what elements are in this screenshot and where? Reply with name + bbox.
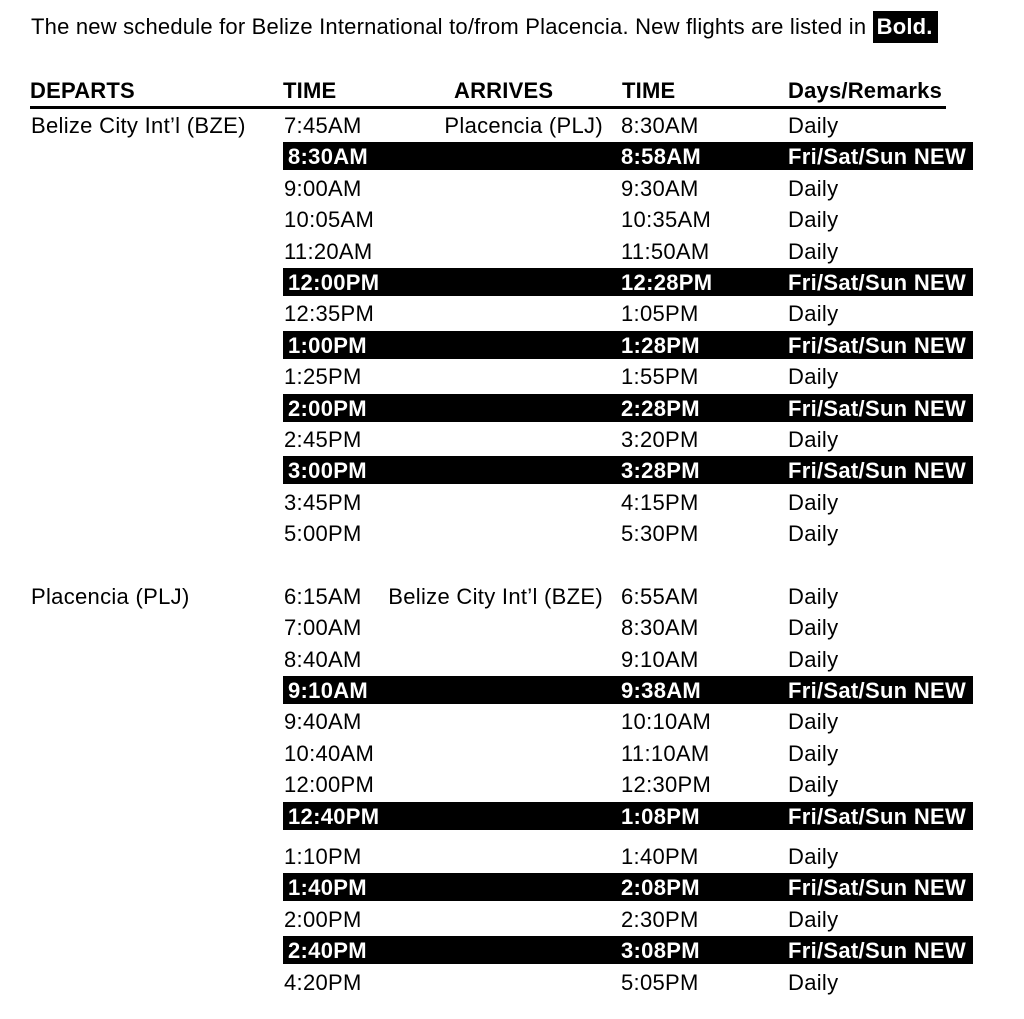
cell-depart-time: 5:00PM xyxy=(284,521,362,547)
cell-days-remarks: Daily xyxy=(788,113,839,138)
table-row xyxy=(0,173,1024,204)
cell-arrives-airport: Placencia (PLJ) xyxy=(444,113,603,138)
cell-days-remarks: Daily xyxy=(788,207,839,233)
table-row xyxy=(0,612,1024,643)
table-row xyxy=(0,110,1024,141)
cell-days-remarks: Daily xyxy=(788,615,839,641)
cell-arrive-time: 10:35AM xyxy=(621,207,712,233)
cell-days-remarks: Fri/Sat/Sun NEW xyxy=(788,332,967,358)
cell-days-remarks: Daily xyxy=(788,583,839,609)
cell-depart-time: 1:10PM xyxy=(284,843,362,869)
schedule-rows xyxy=(0,110,1024,998)
table-row xyxy=(0,841,1024,872)
cell-days-remarks: Daily xyxy=(788,238,839,264)
cell-arrive-time: 8:30AM xyxy=(621,113,699,138)
cell-depart-time: 10:05AM xyxy=(284,207,375,233)
cell-arrive-time: 12:28PM xyxy=(621,269,713,295)
cell-depart-time: 2:40PM xyxy=(288,938,367,964)
table-row xyxy=(0,967,1024,998)
cell-departs-airport: Placencia (PLJ) xyxy=(31,583,190,609)
cell-depart-time: 7:00AM xyxy=(284,615,362,641)
cell-depart-time: 2:45PM xyxy=(284,426,362,452)
cell-arrive-time: 8:58AM xyxy=(621,144,702,170)
table-row xyxy=(0,330,1024,361)
table-row xyxy=(0,393,1024,424)
cell-days-remarks: Daily xyxy=(788,906,839,932)
cell-depart-time: 4:20PM xyxy=(284,969,362,995)
table-row xyxy=(0,518,1024,549)
cell-arrive-time: 9:10AM xyxy=(621,646,699,672)
cell-days-remarks: Daily xyxy=(788,969,839,995)
table-header-row xyxy=(30,79,946,109)
cell-arrive-time: 10:10AM xyxy=(621,709,712,735)
cell-arrive-time: 11:50AM xyxy=(621,238,710,264)
cell-depart-time: 9:40AM xyxy=(284,709,362,735)
table-row xyxy=(0,706,1024,737)
cell-days-remarks: Fri/Sat/Sun NEW xyxy=(788,678,967,704)
table-row xyxy=(0,801,1024,832)
table-row xyxy=(0,424,1024,455)
cell-days-remarks: Daily xyxy=(788,740,839,766)
cell-depart-time: 6:15AM xyxy=(284,583,362,609)
cell-arrive-time: 12:30PM xyxy=(621,772,712,798)
cell-arrive-time: 6:55AM xyxy=(621,583,699,609)
cell-days-remarks: Daily xyxy=(788,175,839,201)
cell-depart-time: 1:00PM xyxy=(288,332,367,358)
table-row xyxy=(0,141,1024,172)
schedule-section xyxy=(0,110,1024,549)
cell-days-remarks: Fri/Sat/Sun NEW xyxy=(788,875,967,901)
cell-days-remarks: Fri/Sat/Sun NEW xyxy=(788,938,967,964)
cell-arrive-time: 1:28PM xyxy=(621,332,700,358)
cell-arrive-time: 4:15PM xyxy=(621,489,699,515)
cell-arrive-time: 9:38AM xyxy=(621,678,702,704)
cell-arrive-time: 2:08PM xyxy=(621,875,700,901)
cell-arrive-time: 3:20PM xyxy=(621,426,699,452)
table-row xyxy=(0,904,1024,935)
cell-days-remarks: Daily xyxy=(788,843,839,869)
cell-arrive-time: 2:30PM xyxy=(621,906,699,932)
table-row xyxy=(0,267,1024,298)
cell-arrives-airport: Belize City Int’l (BZE) xyxy=(388,583,603,609)
cell-days-remarks: Daily xyxy=(788,646,839,672)
cell-depart-time: 1:25PM xyxy=(284,364,362,390)
table-row xyxy=(0,738,1024,769)
cell-arrive-time: 3:28PM xyxy=(621,458,700,484)
cell-depart-time: 11:20AM xyxy=(284,238,373,264)
cell-depart-time: 2:00PM xyxy=(284,906,362,932)
table-row xyxy=(0,455,1024,486)
page-title xyxy=(31,14,938,40)
cell-arrive-time: 1:40PM xyxy=(621,843,699,869)
cell-days-remarks: Daily xyxy=(788,489,839,515)
cell-depart-time: 7:45AM xyxy=(284,113,362,138)
table-row xyxy=(0,581,1024,612)
table-row xyxy=(0,644,1024,675)
cell-arrive-time: 11:10AM xyxy=(621,740,710,766)
cell-days-remarks: Fri/Sat/Sun NEW xyxy=(788,269,967,295)
cell-depart-time: 9:00AM xyxy=(284,175,362,201)
header-departs: DEPARTS xyxy=(30,78,135,103)
cell-arrive-time: 1:55PM xyxy=(621,364,699,390)
cell-depart-time: 10:40AM xyxy=(284,740,375,766)
table-row xyxy=(0,487,1024,518)
cell-days-remarks: Fri/Sat/Sun NEW xyxy=(788,458,967,484)
table-row xyxy=(0,872,1024,903)
cell-arrive-time: 5:30PM xyxy=(621,521,699,547)
cell-days-remarks: Daily xyxy=(788,426,839,452)
header-days-remarks: Days/Remarks xyxy=(788,78,943,103)
cell-days-remarks: Daily xyxy=(788,301,839,327)
cell-arrive-time: 5:05PM xyxy=(621,969,699,995)
table-row xyxy=(0,935,1024,966)
cell-depart-time: 9:10AM xyxy=(288,678,369,704)
cell-arrive-time: 2:28PM xyxy=(621,395,700,421)
cell-depart-time: 12:35PM xyxy=(284,301,375,327)
header-arrive-time: TIME xyxy=(622,78,676,103)
title-highlight-bold: Bold. xyxy=(873,11,938,43)
table-row xyxy=(0,298,1024,329)
cell-depart-time: 12:00PM xyxy=(284,772,375,798)
cell-days-remarks: Fri/Sat/Sun NEW xyxy=(788,395,967,421)
cell-arrive-time: 1:05PM xyxy=(621,301,699,327)
cell-days-remarks: Daily xyxy=(788,772,839,798)
cell-days-remarks: Fri/Sat/Sun NEW xyxy=(788,803,967,829)
table-row xyxy=(0,204,1024,235)
cell-days-remarks: Daily xyxy=(788,364,839,390)
cell-arrive-time: 8:30AM xyxy=(621,615,699,641)
header-depart-time: TIME xyxy=(283,78,337,103)
cell-depart-time: 2:00PM xyxy=(288,395,367,421)
cell-depart-time: 8:40AM xyxy=(284,646,362,672)
cell-arrive-time: 3:08PM xyxy=(621,938,700,964)
title-text: The new schedule for Belize International to/from Placencia. New flights are listed in xyxy=(31,14,873,39)
table-row xyxy=(0,675,1024,706)
cell-days-remarks: Daily xyxy=(788,709,839,735)
cell-days-remarks: Daily xyxy=(788,521,839,547)
table-row xyxy=(0,361,1024,392)
cell-depart-time: 3:00PM xyxy=(288,458,367,484)
cell-days-remarks: Fri/Sat/Sun NEW xyxy=(788,144,967,170)
cell-depart-time: 8:30AM xyxy=(288,144,369,170)
schedule-section xyxy=(0,581,1024,998)
cell-departs-airport: Belize City Int’l (BZE) xyxy=(31,113,246,138)
cell-arrive-time: 9:30AM xyxy=(621,175,699,201)
cell-depart-time: 1:40PM xyxy=(288,875,367,901)
table-row xyxy=(0,236,1024,267)
cell-depart-time: 12:00PM xyxy=(288,269,380,295)
table-row xyxy=(0,769,1024,800)
header-arrives: ARRIVES xyxy=(454,78,554,103)
cell-depart-time: 3:45PM xyxy=(284,489,362,515)
cell-arrive-time: 1:08PM xyxy=(621,803,700,829)
cell-depart-time: 12:40PM xyxy=(288,803,380,829)
